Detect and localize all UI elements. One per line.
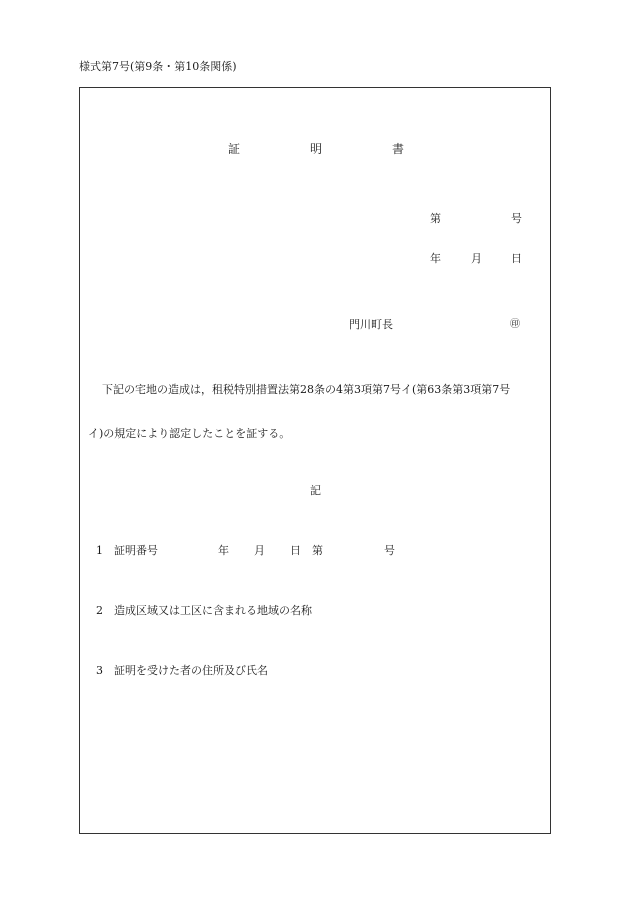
certificate-frame: [79, 87, 551, 834]
issuer-name: 門川町長: [349, 318, 393, 331]
date-year: 年: [430, 252, 441, 265]
item-3-label: 証明を受けた者の住所及び氏名: [114, 664, 268, 677]
title-char-3: 書: [392, 142, 405, 156]
number-prefix: 第: [430, 212, 441, 225]
title-char-2: 明: [310, 142, 323, 156]
item-1-label: 証明番号: [114, 544, 158, 557]
body-line-2: イ)の規定により認定したことを証する。: [88, 427, 291, 440]
date-day: 日: [511, 252, 522, 265]
item-1-number: 1: [96, 544, 103, 557]
item-3-number: 3: [96, 664, 103, 677]
item-1-go: 号: [384, 544, 395, 557]
item-1-dai: 第: [312, 544, 323, 557]
date-month: 月: [471, 252, 482, 265]
body-line-1: 下記の宅地の造成は，租税特別措置法第28条の4第3項第7号イ(第63条第3項第7号: [102, 383, 511, 396]
number-suffix: 号: [511, 212, 522, 225]
item-2-label: 造成区域又は工区に含まれる地域の名称: [114, 604, 312, 617]
title-char-1: 証: [228, 142, 241, 156]
item-1-month: 月: [254, 544, 265, 557]
item-1-day: 日: [290, 544, 301, 557]
form-label: 様式第7号(第9条・第10条関係): [79, 60, 237, 73]
ki-heading: 記: [310, 484, 321, 497]
seal-mark: ㊞: [510, 319, 520, 330]
item-2-number: 2: [96, 604, 103, 617]
item-1-year: 年: [218, 544, 229, 557]
